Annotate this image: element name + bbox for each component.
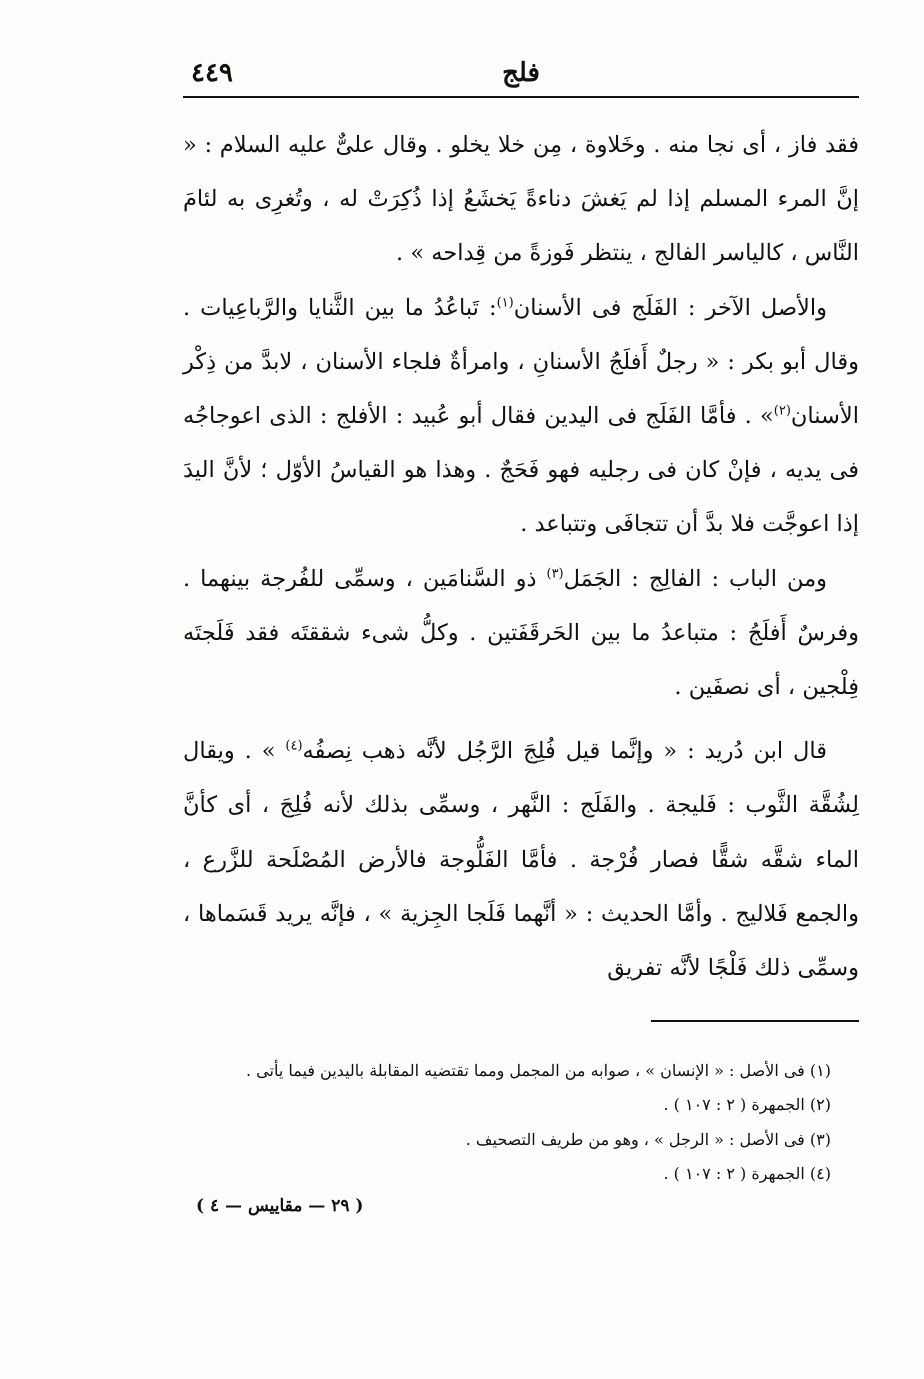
paragraph-text: ذو السَّنامَين ، وسمِّى للفُرجة بينهما . وفرسٌ أَفلَجُ : متباعدُ ما بين الحَرقَفَتين . وكلُّ شىء شققتَه فقد فَلَجتَه فِلْجين ، أى نصفَين . [183,565,859,701]
page-header [183,56,859,98]
footnote-2: (٢) الجمهرة ( ٢ : ١٠٧ ) . [663,1095,831,1115]
footnote-3: (٣) فى الأصل : « الرجل » ، وهو من طريف التصحيف . [465,1129,831,1149]
running-head: فلج [502,58,540,88]
paragraph-text: ومن الباب : الفالِج : الجَمَل [563,565,827,592]
paragraph-text: والأصل الآخر : الفَلَج فى الأسنان [513,294,828,321]
footnote-marker: (٢) [773,403,791,419]
footnote-marker: (١) [496,295,514,311]
page-number: ٤٤٩ [191,58,233,88]
paragraph-text: : تَباعُدُ ما بين الثَّنايا والرَّباعِيات . وقال أبو بكر : « رجلٌ أَفلَجُ الأسنانِ ، وامرأةٌ فلجاء الأسنان ، لابدَّ من ذِكْر الأسنان [183,294,859,430]
footnote-4: (٤) الجمهرة ( ٢ : ١٠٧ ) . [663,1163,831,1183]
signature-mark: ( ٢٩ — مقاييس — ٤ ) [196,1196,364,1216]
body-text [183,118,859,995]
paragraph-3 [183,552,859,715]
paragraph-1 [183,118,859,281]
paragraph-text: قال ابن دُريد : « وإنَّما قيل فُلِجَ الرَّجُل لأنَّه ذهب نِصفُه [302,738,827,765]
paragraph-4 [183,724,859,995]
paragraph-2 [183,281,859,552]
footnote-marker: (٣) [546,566,564,582]
footnote-marker: (٤) [285,738,303,754]
footnote-separator [651,1020,859,1022]
paragraph-text: » . فأمَّا الفَلَج فى اليدين فقال أبو عُبيد : الأفلج : الذى اعوجاجُه فى يديه ، فإنْ كان فى رجليه فهو فَحَجٌ . وهذا هو القياسُ الأوّل ؛ لأنَّ اليدَ إذا اعوجَّت فلا بدَّ أن تتجافَى وتتباعد . [183,403,859,538]
footnotes [183,1054,831,1191]
paragraph-text: » . ويقال لِشُقَّة الثَّوب : فَليجة . والفَلَج : النَّهر ، وسمِّى بذلك لأنه فُلِجَ ، أى كأنَّ الماء شقَّه شقًّا فصار فُرْجة . فأمَّا الفَلُّوجة فالأرض المُصْلَحة للزَّرع ، والجمع فَلاليج . وأمَّا الحديث : « أنَّهما فَلَجا الجِزية » ، فإنَّه يريد قَسَماها ، وسمِّى ذلك فَلْجًا لأنَّه تفريق [183,738,859,982]
footnote-1: (١) فى الأصل : « الإنسان » ، صوابه من المجمل ومما تقتضيه المقابلة باليدين فيما يأتى . [245,1061,831,1080]
paragraph-text: فقد فاز ، أى نجا منه . وخَلاوة ، مِن خلا يخلو . وقال علىٌّ عليه السلام : « إنَّ المرء المسلم إذا لم يَغشَ دناءةً يَخشَعُ إذا ذُكِرَتْ له ، وتُغرِى به لئامَ النَّاس ، كالياسر الفالج ، ينتظر فَوزةً من قِداحه » . [183,132,859,267]
